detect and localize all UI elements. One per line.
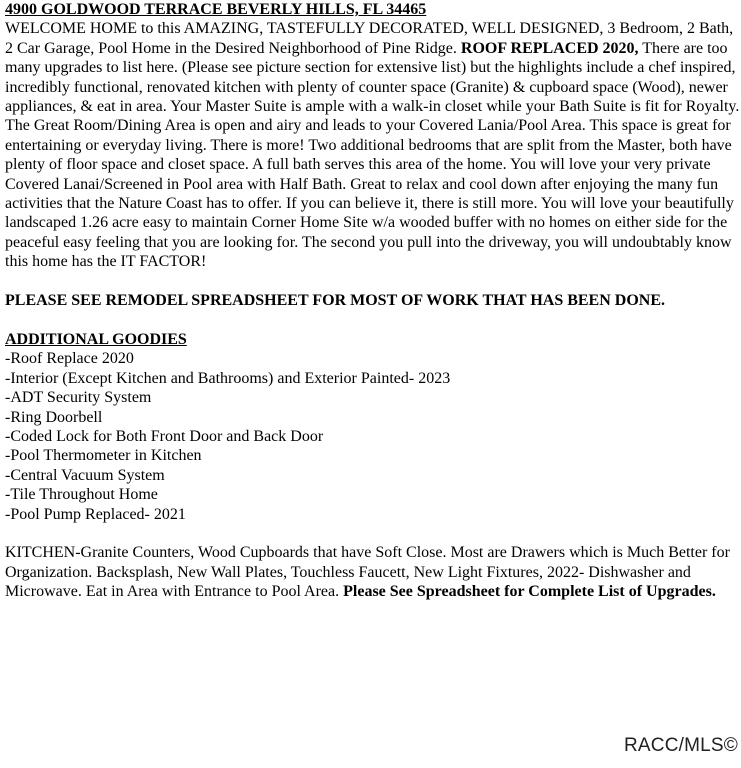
intro-paragraph (5, 19, 740, 271)
intro-text-part1: WELCOME HOME to this AMAZING, TASTEFULLY DECORATED, WELL DESIGNED, 3 Bedroom, 2 Bath, 2 Car Garage, Pool Home in the Desired Neighborhood of Pine Ridge. (5, 20, 734, 57)
list-item: -Central Vacuum System (5, 466, 165, 484)
list-item: -Ring Doorbell (5, 408, 103, 426)
list-item: -ADT Security System (5, 389, 152, 407)
property-address-title: 4900 GOLDWOOD TERRACE BEVERLY HILLS, FL 34465 (5, 1, 427, 18)
remodel-note: PLEASE SEE REMODEL SPREADSHEET FOR MOST OF WORK THAT HAS BEEN DONE. (5, 292, 666, 310)
list-item: -Coded Lock for Both Front Door and Back Door (5, 427, 324, 445)
list-item: -Roof Replace 2020 (5, 350, 134, 368)
listing-document (5, 0, 740, 602)
spacer (5, 310, 740, 329)
goodies-heading: ADDITIONAL GOODIES (5, 330, 187, 348)
mls-watermark: RACC/MLS© (624, 735, 738, 756)
spacer (5, 524, 740, 543)
list-item: -Pool Pump Replaced- 2021 (5, 505, 186, 523)
kitchen-text: KITCHEN-Granite Counters, Wood Cupboards that have Soft Close. Most are Drawers which is Much Better for Organization. Backsplash, New Wall Plates, Touchless Faucett, New Light Fixtures, 2022- Dishwasher and Microwave. Eat in Area with Entrance to Pool Area. (5, 544, 730, 601)
kitchen-paragraph (5, 543, 740, 601)
roof-replaced-highlight: ROOF REPLACED 2020, (460, 39, 639, 57)
list-item: -Tile Throughout Home (5, 486, 158, 504)
intro-text-part2: There are too many upgrades to list here. (Please see picture section for extensive list) but the highlights include a chef inspired, incredibly functional, renovated kitchen with plenty of counter space (Granite) & cupboard space (Wood), newer appliances, & eat in area. Your Master Suite is ample with a walk-in closet while your Bath Suite is fit for Royalty. The Great Room/Dining Area is open and airy and leads to your Covered Lania/Pool Area. This space is great for entertaining or everyday living. There is more! Two additional bedrooms that are split from the Master, both have plenty of floor space and closet space. A full bath serves this area of the home. You will love your very private Covered Lanai/Screened in Pool area with Half Bath. Great to relax and cool down after enjoying the many fun activities that the Nature Coast has to offer. If you can believe it, there is still more. You will love your beautifully landscaped 1.26 acre easy to maintain Corner Home Site w/a wooded buffer with no homes on either side for the peaceful easy feeling that you are looking for. The second you pull into the driveway, you will undoubtably know this home has the IT FACTOR! (5, 39, 740, 271)
list-item: -Pool Thermometer in Kitchen (5, 447, 202, 465)
spacer (5, 272, 740, 291)
list-item: -Interior (Except Kitchen and Bathrooms) and Exterior Painted- 2023 (5, 369, 451, 387)
goodies-list (5, 349, 740, 524)
kitchen-spreadsheet-note: Please See Spreadsheet for Complete List of Upgrades. (343, 583, 716, 601)
